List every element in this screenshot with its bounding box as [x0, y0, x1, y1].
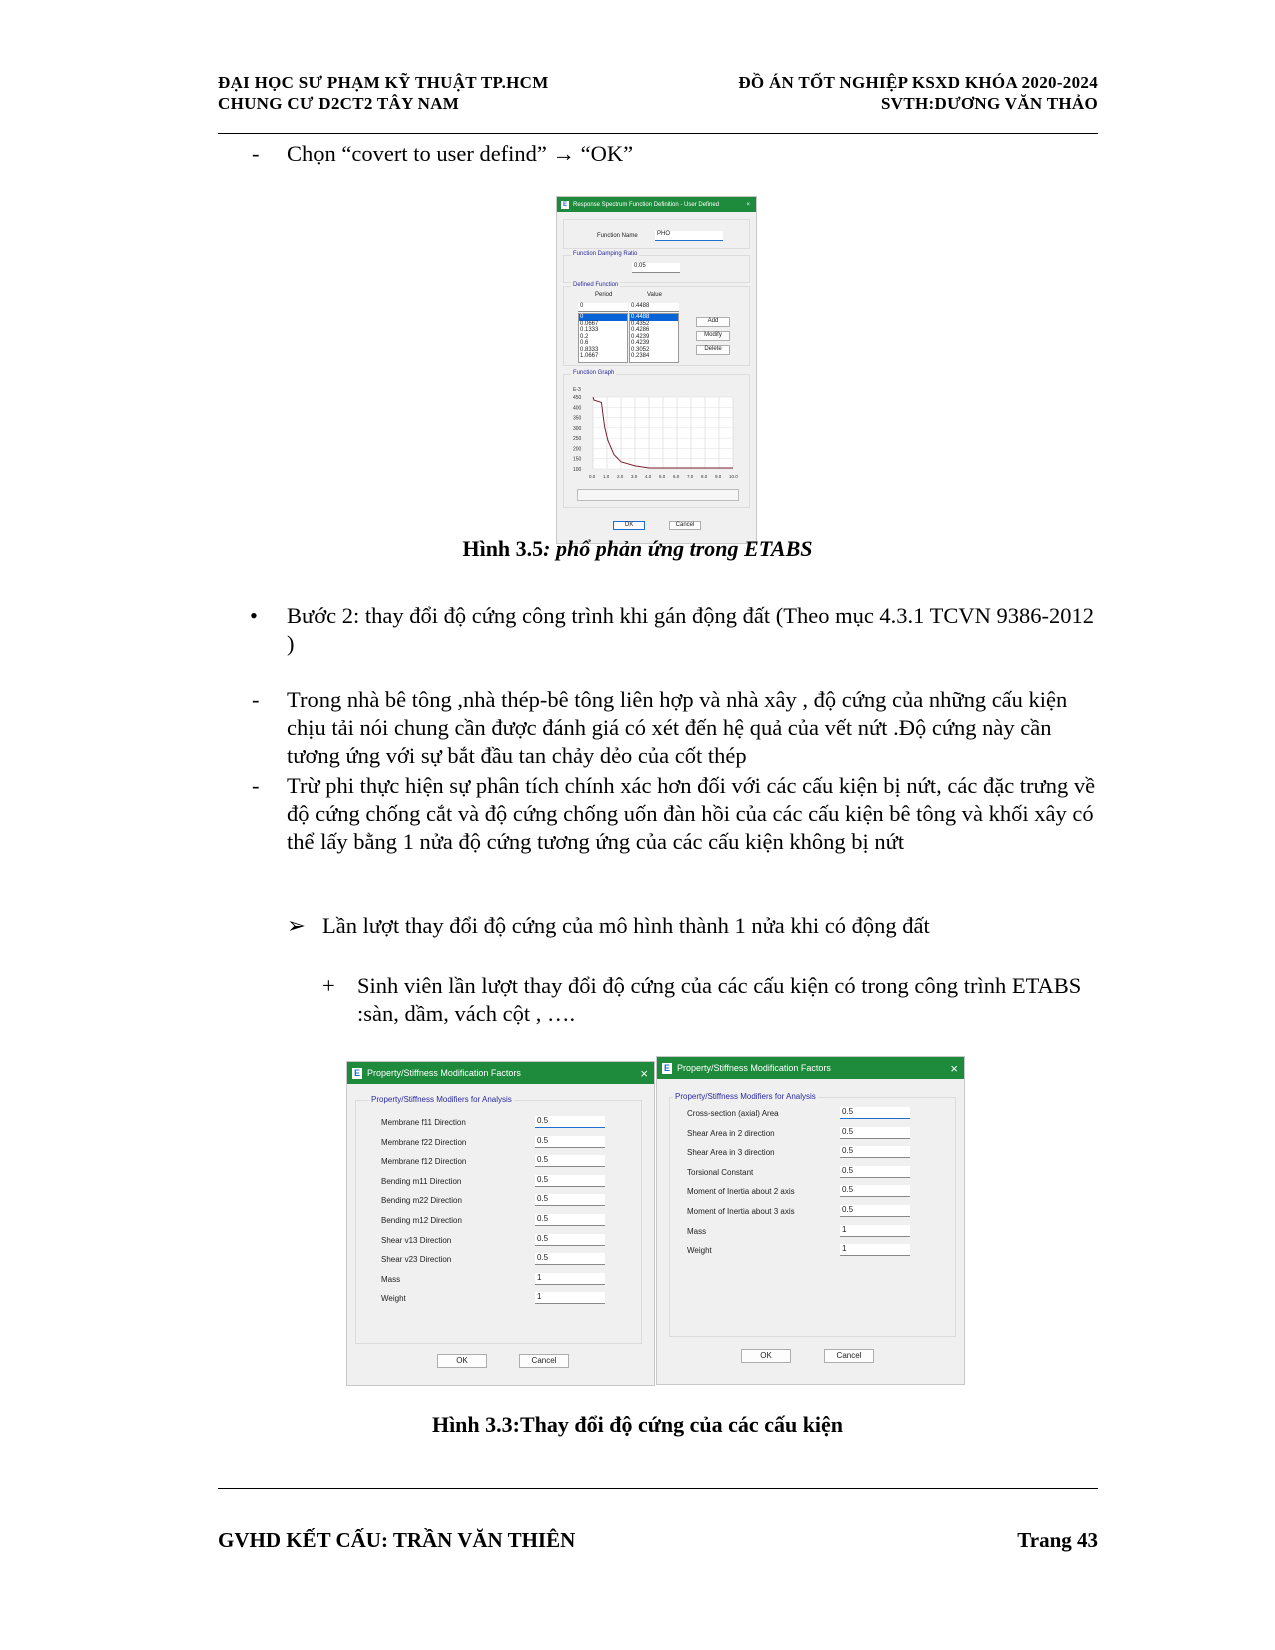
x-tick-label: 9.0: [715, 474, 722, 479]
ok-button[interactable]: OK: [741, 1349, 791, 1363]
modifier-label: Moment of Inertia about 3 axis: [687, 1207, 795, 1216]
response-spectrum-dialog: [556, 196, 757, 544]
modifier-input[interactable]: 0.5: [535, 1253, 605, 1265]
modifier-input[interactable]: 0.5: [535, 1214, 605, 1226]
list-item[interactable]: 0.4286: [631, 327, 650, 333]
function-graph: [565, 379, 747, 479]
dialog-title: Property/Stiffness Modification Factors: [677, 1063, 831, 1073]
modifier-input[interactable]: 0.5: [535, 1116, 605, 1128]
paragraph-cracked-stiffness: Trong nhà bê tông ,nhà thép-bê tông liên hợp và nhà xây , độ cứng của những cấu kiện chịu tải nói chung cần được đánh giá có xét đến hệ quả của vết nứt .Độ cứng này cần tương ứng với sự bắt đầu tan chảy dẻo của cốt thép: [287, 687, 1068, 768]
modifier-input[interactable]: 1: [535, 1292, 605, 1304]
modifier-label: Bending m22 Direction: [381, 1196, 462, 1206]
x-tick-label: 5.0: [659, 474, 666, 479]
dialog-titlebar: [557, 197, 756, 212]
header-university: ĐẠI HỌC SƯ PHẠM KỸ THUẬT TP.HCM: [218, 73, 549, 92]
header-divider: [218, 133, 1098, 134]
modifier-label: Shear v23 Direction: [381, 1255, 452, 1265]
modifier-input[interactable]: 0.5: [840, 1127, 910, 1139]
modify-button[interactable]: Modify: [696, 331, 730, 341]
caption-text: : phổ phản ứng trong ETABS: [543, 536, 813, 561]
modifier-input[interactable]: 0.5: [535, 1136, 605, 1148]
footer-advisor: GVHD KẾT CẤU: TRẦN VĂN THIÊN: [218, 1528, 576, 1552]
value-input[interactable]: 0.4488: [629, 303, 679, 312]
dialog-title: Response Spectrum Function Definition - User Defined: [573, 201, 720, 208]
shell-stiffness-dialog: [346, 1061, 655, 1386]
caption-number: Hình 3.5: [462, 536, 544, 561]
list-item[interactable]: 0.4239: [631, 340, 650, 346]
x-tick-label: 1.0: [603, 474, 610, 479]
step2-text: Bước 2: thay đổi độ cứng công trình khi gán động đất (Theo mục 4.3.1 TCVN 9386-2012 ): [287, 603, 1095, 656]
modifier-input[interactable]: 0.5: [535, 1155, 605, 1167]
figure-3-3-caption: Hình 3.3:Thay đổi độ cứng của các cấu kiện: [431, 1412, 844, 1437]
y-tick-label: 200: [573, 446, 582, 453]
x-tick-label: 6.0: [673, 474, 680, 479]
modifier-label: Weight: [687, 1246, 712, 1256]
modifier-input[interactable]: 1: [840, 1244, 910, 1256]
paragraph-half-stiffness: Trừ phi thực hiện sự phân tích chính xác hơn đối với các cấu kiện bị nứt, các đặc trưng về độ cứng chống cắt và độ cứng chống uốn đàn hồi của các cấu kiện bê tông và khối xây có thể lấy bằng 1 nửa độ cứng tương ứng của các cấu kiện không bị nứt: [287, 773, 1096, 854]
graph-status-box: [577, 489, 739, 501]
list-item[interactable]: 0.3052: [631, 346, 650, 353]
bullet: •: [250, 603, 258, 628]
modifier-input[interactable]: 0.5: [840, 1146, 910, 1158]
modifier-input[interactable]: 0.5: [535, 1234, 605, 1246]
list-item[interactable]: 0.6: [580, 340, 589, 346]
period-input[interactable]: 0: [578, 303, 628, 312]
bullet: -: [252, 141, 260, 166]
x-tick-label: 0.0: [589, 474, 596, 479]
y-tick-label: 100: [573, 467, 582, 473]
cancel-button[interactable]: Cancel: [669, 521, 701, 530]
ok-button[interactable]: OK: [613, 521, 645, 530]
cancel-button[interactable]: Cancel: [824, 1349, 874, 1363]
close-icon[interactable]: ×: [746, 201, 750, 208]
arrow-bullet-icon: ➢: [287, 913, 306, 938]
header-right: [738, 72, 1098, 114]
dialog-titlebar: [347, 1062, 654, 1084]
header-thesis: ĐỒ ÁN TỐT NGHIỆP KSXD KHÓA 2020-2024: [738, 73, 1098, 92]
modifier-input[interactable]: 0.5: [840, 1205, 910, 1217]
close-icon[interactable]: ×: [950, 1060, 958, 1076]
cancel-button[interactable]: Cancel: [519, 1354, 569, 1368]
modifiers-group-label: Property/Stiffness Modifiers for Analysis: [371, 1095, 512, 1104]
list-item[interactable]: 0.1333: [580, 327, 599, 333]
step1-text: Chọn “covert to user defind” → “OK”: [287, 141, 634, 166]
dialog-titlebar: [657, 1057, 964, 1079]
add-button[interactable]: Add: [696, 317, 730, 327]
defined-function-label: Defined Function: [573, 282, 619, 288]
y-tick-label: 400: [573, 405, 582, 412]
modifier-label: Shear Area in 3 direction: [687, 1148, 775, 1158]
y-tick-label: 150: [573, 456, 582, 463]
modifier-label: Cross-section (axial) Area: [687, 1109, 779, 1118]
modifier-input[interactable]: 1: [840, 1225, 910, 1237]
modifier-input[interactable]: 0.5: [840, 1185, 910, 1197]
modifier-label: Membrane f22 Direction: [381, 1137, 467, 1147]
modifier-label: Moment of Inertia about 2 axis: [687, 1187, 795, 1197]
modifier-label: Membrane f12 Direction: [381, 1157, 467, 1167]
modifiers-group-label: Property/Stiffness Modifiers for Analysis: [675, 1092, 816, 1101]
y-tick-label: 300: [573, 425, 582, 432]
period-list[interactable]: [578, 313, 628, 363]
list-item[interactable]: 0.0667: [580, 320, 599, 327]
x-tick-label: 3.0: [631, 474, 638, 479]
function-name-label: Function Name: [597, 233, 638, 239]
list-item[interactable]: 0.4352: [631, 320, 650, 327]
modifier-label: Shear Area in 2 direction: [687, 1128, 775, 1138]
arrow-item-text: Lần lượt thay đổi độ cứng của mô hình thành 1 nửa khi có động đất: [322, 913, 930, 938]
header-project: CHUNG CƯ D2CT2 TÂY NAM: [218, 94, 460, 113]
modifier-label: Mass: [687, 1226, 707, 1236]
etabs-logo-icon: E: [663, 1063, 670, 1073]
page-number: Trang 43: [1017, 1528, 1098, 1552]
footer-divider: [218, 1488, 1098, 1489]
period-header: Period: [595, 292, 613, 298]
x-tick-label: 4.0: [645, 474, 652, 479]
frame-stiffness-dialog: [656, 1056, 965, 1385]
value-header: Value: [647, 292, 662, 298]
modifier-label: Shear v13 Direction: [381, 1235, 452, 1245]
x-tick-label: 2.0: [617, 474, 624, 479]
header-left: [218, 72, 549, 114]
list-item[interactable]: 1.0667: [580, 353, 599, 359]
list-item[interactable]: 0.4239: [631, 333, 650, 340]
modifier-label: Bending m12 Direction: [381, 1216, 462, 1225]
plus-item-text: Sinh viên lần lượt thay đổi độ cứng của các cấu kiện có trong công trình ETABS :sàn, dầm, vách cột , ….: [357, 973, 1082, 1026]
modifier-label: Membrane f11 Direction: [381, 1118, 466, 1127]
y-tick-label: 350: [573, 415, 582, 422]
damping-input[interactable]: 0.05: [632, 263, 680, 273]
modifier-label: Bending m11 Direction: [381, 1176, 462, 1186]
damping-group-label: Function Damping Ratio: [573, 251, 638, 257]
x-tick-label: 7.0: [687, 474, 694, 479]
header-student: SVTH:DƯƠNG VĂN THẢO: [881, 94, 1098, 113]
modifier-label: Torsional Constant: [687, 1167, 754, 1177]
function-name-input[interactable]: PHO: [655, 231, 723, 241]
modifier-input[interactable]: 0.5: [840, 1107, 910, 1119]
y-tick-label: 450: [573, 395, 582, 401]
ok-button[interactable]: OK: [437, 1354, 487, 1368]
function-graph-label: Function Graph: [573, 370, 615, 376]
modifier-label: Weight: [381, 1294, 406, 1304]
x-tick-label: 8.0: [701, 474, 708, 479]
modifier-input[interactable]: 1: [535, 1273, 605, 1285]
list-item[interactable]: 0.8333: [580, 346, 599, 353]
etabs-logo-icon: E: [353, 1068, 360, 1078]
x-tick-label: 10.0: [729, 474, 738, 479]
list-item[interactable]: 0.4488: [630, 314, 678, 321]
bullet: -: [252, 687, 260, 712]
dialog-title: Property/Stiffness Modification Factors: [367, 1068, 521, 1078]
list-item[interactable]: 0.2: [580, 333, 589, 340]
modifier-input[interactable]: 0.5: [535, 1194, 605, 1206]
plus-bullet-icon: +: [322, 973, 335, 998]
modifier-label: Mass: [381, 1274, 401, 1284]
figure-3-5-caption: [0, 536, 1275, 562]
value-list[interactable]: [629, 313, 679, 363]
modifier-input[interactable]: 0.5: [840, 1166, 910, 1178]
y-tick-label: 250: [573, 436, 582, 443]
delete-button[interactable]: Delete: [696, 345, 730, 355]
list-item[interactable]: 0: [579, 314, 627, 321]
bullet: -: [252, 773, 260, 798]
modifier-input[interactable]: 0.5: [535, 1175, 605, 1187]
close-icon[interactable]: ×: [640, 1065, 648, 1081]
etabs-logo-icon: E: [562, 201, 567, 208]
graph-unit-label: E-3: [573, 387, 581, 393]
list-item[interactable]: 0.2384: [631, 353, 650, 359]
